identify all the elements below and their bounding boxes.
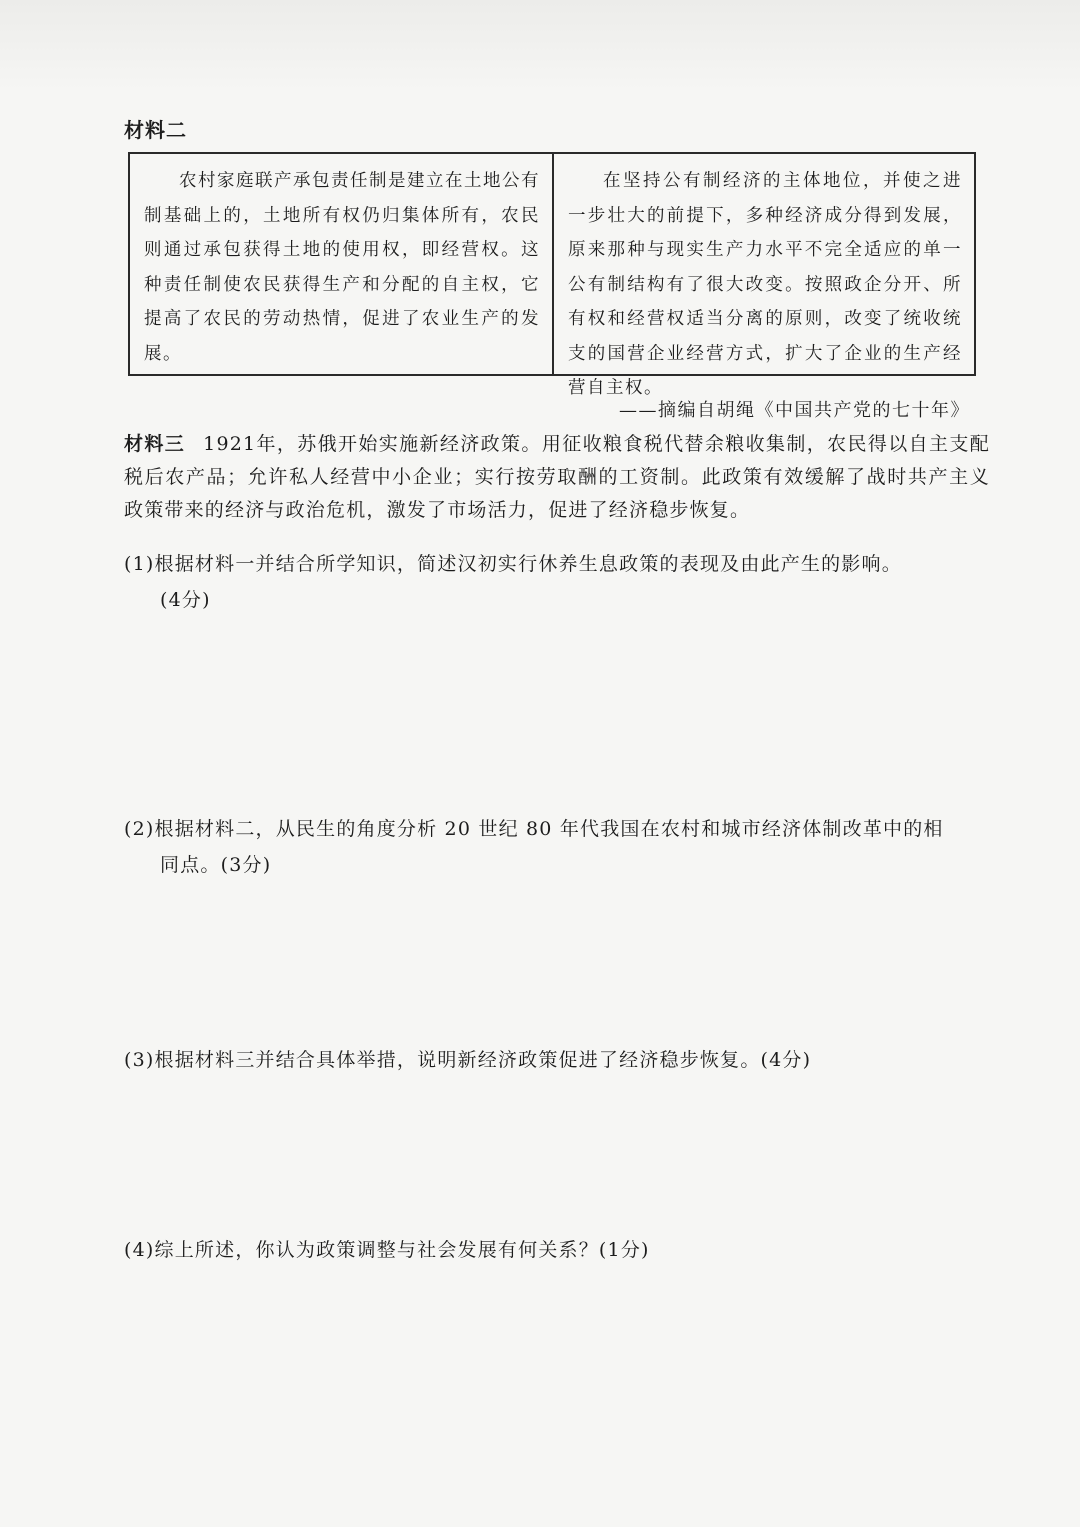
question-1-line2: (4分) (160, 589, 211, 611)
question-1 (124, 546, 990, 618)
material2-right-cell: 在坚持公有制经济的主体地位，并使之进一步壮大的前提下，多种经济成分得到发展，原来那种与现实生产力水平不完全适应的单一公有制结构有了很大改变。按照政企分开、所有权和经营权适当分离的原则，改变了统收统支的国营企业经营方式，扩大了企业的生产经营自主权。 (552, 154, 974, 374)
question-2-line2: 同点。(3分) (160, 854, 272, 876)
material2-source: ——摘编自胡绳《中国共产党的七十年》 (619, 400, 970, 421)
question-4: (4)综上所述，你认为政策调整与社会发展有何关系？(1分) (124, 1239, 650, 1261)
material3-text: 1921年，苏俄开始实施新经济政策。用征收粮食税代替余粮收集制，农民得以自主支配税后农产品；允许私人经营中小企业；实行按劳取酬的工资制。此政策有效缓解了战时共产主义政策带来的经济与政治危机，激发了市场活力，促进了经济稳步恢复。 (124, 433, 991, 521)
material2-left-cell: 农村家庭联产承包责任制是建立在土地公有制基础上的，土地所有权仍归集体所有，农民则通过承包获得土地的使用权，即经营权。这种责任制使农民获得生产和分配的自主权，它提高了农民的劳动热情，促进了农业生产的发展。 (144, 171, 540, 364)
question-1-line1: (1)根据材料一并结合所学知识，简述汉初实行休养生息政策的表现及由此产生的影响。 (124, 553, 902, 575)
material2-label: 材料二 (124, 118, 187, 142)
material2-table (128, 152, 976, 398)
material3-paragraph (124, 428, 990, 527)
question-2-line1: (2)根据材料二，从民生的角度分析 20 世纪 80 年代我国在农村和城市经济体制改革中的相 (124, 818, 944, 840)
question-3: (3)根据材料三并结合具体举措，说明新经济政策促进了经济稳步恢复。(4分) (124, 1049, 812, 1071)
question-2 (124, 811, 990, 883)
material3-label: 材料三 (124, 433, 186, 455)
